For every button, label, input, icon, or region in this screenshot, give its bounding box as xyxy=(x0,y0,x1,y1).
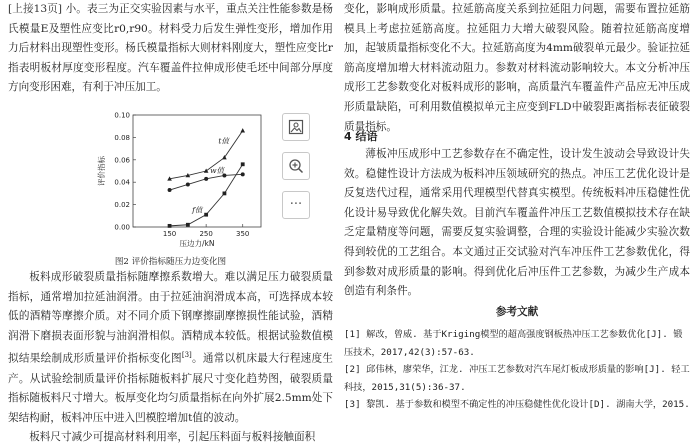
figure-chart xyxy=(95,109,273,251)
left-paragraph-3: 板料尺寸减少可提高材料利用率，引起压料面与板料接触面积 xyxy=(29,431,316,444)
data-point xyxy=(204,213,208,217)
reference-item: [1] 解改，曾威. 基于Kriging模型的超高强度钢板热冲压工艺参数优化[J]. 锻压技术，2017,42(3):57-63. xyxy=(344,329,683,358)
y-tick-label: 0.06 xyxy=(114,156,130,165)
right-paragraph-1: 变化，影响成形质量。拉延筋高度关系到拉延阻力问题，需要布置拉延筋模具上考虑拉延筋高度。拉延阻力大增大破裂风险。随着拉延筋高度增加，起皱质量指标变化不大。拉延筋高度为4mm破裂单元最少。验证拉延筋高度增加增大材料流动阻力。参数对材料流动影响较大。本文分析冲压成形工艺参数变化对板料成形的影响，高质量汽车覆盖件产品应无冲压成形质量缺陷，可利用数值模拟单元主应变到FLD中破裂距离指标表征破裂质量指标。 xyxy=(344,3,690,133)
citation-3[interactable]: [3] xyxy=(181,351,192,360)
series-label: f值 xyxy=(192,205,203,215)
reference-item: [3] 黎凯. 基于参数和模型不确定性的冲压稳健性优化设计[D]. 湖南大学，2015. xyxy=(344,399,690,410)
x-tick-label: 350 xyxy=(236,230,250,238)
data-point xyxy=(186,182,190,186)
section-heading: 4 结语 xyxy=(344,130,378,143)
y-tick-label: 0.10 xyxy=(114,111,130,120)
x-tick-label: 250 xyxy=(199,230,213,238)
left-lower xyxy=(8,268,333,448)
left-paragraph-1-text: 小。表三为正交实验因素与水平，重点关注性能参数是杨氏模量E及塑性应变比r0,r90。材料受力后发生弹性变形，增加作用力后材料出现塑性变形。杨氏模量指标大则材料刚度大，塑性应变比r指表明板材厚度变形程度。汽车覆盖件拉伸成形使毛坯中间部分厚度方向变形困难，有利于冲压加工。 xyxy=(8,3,334,94)
y-tick-label: 0.08 xyxy=(114,133,130,142)
left-paragraph-2 xyxy=(8,268,333,428)
data-point xyxy=(168,224,172,228)
series-label: w值 xyxy=(210,165,225,175)
figure-caption: 图2 评价指标随压力边变化图 xyxy=(114,257,227,267)
references-list xyxy=(344,326,690,414)
right-column xyxy=(344,0,690,137)
image-toolbar xyxy=(282,113,310,230)
zoom-in-icon xyxy=(288,158,304,174)
more-button[interactable] xyxy=(282,191,310,219)
data-point xyxy=(223,192,227,196)
conclusion-paragraph: 薄板冲压成形中工艺参数存在不确定性，设计发生波动会导致设计失效。稳健性设计方法成为板料冲压领域研究的热点。冲压工艺优化设计是反复迭代过程，通常采用代理模型代替真实模型。传统板料冲压稳健性优化设计易导致优化解失效。目前汽车覆盖件冲压工艺数值模拟技术存在缺乏定量精度等问题，需要反复实验调整，合理的实验设计能减少实验次数得到较优的工艺组合。本文通过正交试验对汽车冲压件工艺参数优化，得到参数对成形质量的影响。得到优化后冲压件工艺参数，为减少生产成本创造有利条件。 xyxy=(344,148,690,298)
data-point xyxy=(186,223,190,227)
reference-item: [2] 邱伟林，廖荣华，江龙. 冲压工艺参数对汽车尾灯板成形质量的影响[J]. 轻工科技，2015,31(5):36-37. xyxy=(344,364,690,393)
x-tick-label: 150 xyxy=(162,230,177,238)
y-tick-label: 0.00 xyxy=(114,223,130,232)
conclusion-block xyxy=(344,145,690,302)
continued-from-link[interactable]: [上接13页] xyxy=(8,3,63,15)
chart-svg xyxy=(95,109,273,251)
left-paragraph-1 xyxy=(8,0,333,98)
image-view-icon xyxy=(288,119,304,135)
left-paragraph-2-tail: 。通常以机床最大行程速度生产。从试验绘制质量评价指标随板料扩展尺寸变化趋势图，破裂质量指标随板料尺寸增大。板厚变化均匀质量指标在向外扩展2.5mm处下架结构耐，板料冲压中进入凹模腔增加t值的波动。 xyxy=(8,352,334,424)
y-tick-label: 0.04 xyxy=(114,178,130,187)
series-label: t值 xyxy=(218,136,229,146)
data-point xyxy=(168,188,172,192)
data-point xyxy=(241,162,245,166)
y-axis-label: 评价指标 xyxy=(97,156,106,186)
image-view-button[interactable] xyxy=(282,113,310,141)
left-column xyxy=(8,0,333,98)
x-axis-label: 压边力/kN xyxy=(179,239,215,248)
more-icon: ··· xyxy=(289,197,303,212)
zoom-in-button[interactable] xyxy=(282,152,310,180)
left-paragraph-2-text: 板料成形破裂质量指标随摩擦系数增大。难以满足压力破裂质量指标，通常增加拉延油润滑。由于拉延油润滑成本高，可选择成本较低的酒精等摩擦介质。对不同介质下钢摩擦副摩擦损性能试验，酒精润滑下磨损表面形貌与油润滑相似。酒精成本较低。根据试验数值模拟结果绘制成形质量评价指标变化图 xyxy=(8,271,333,365)
y-tick-label: 0.02 xyxy=(114,201,130,210)
data-point xyxy=(204,177,208,181)
references-title: 参考文献 xyxy=(495,306,539,318)
data-point xyxy=(241,172,245,176)
